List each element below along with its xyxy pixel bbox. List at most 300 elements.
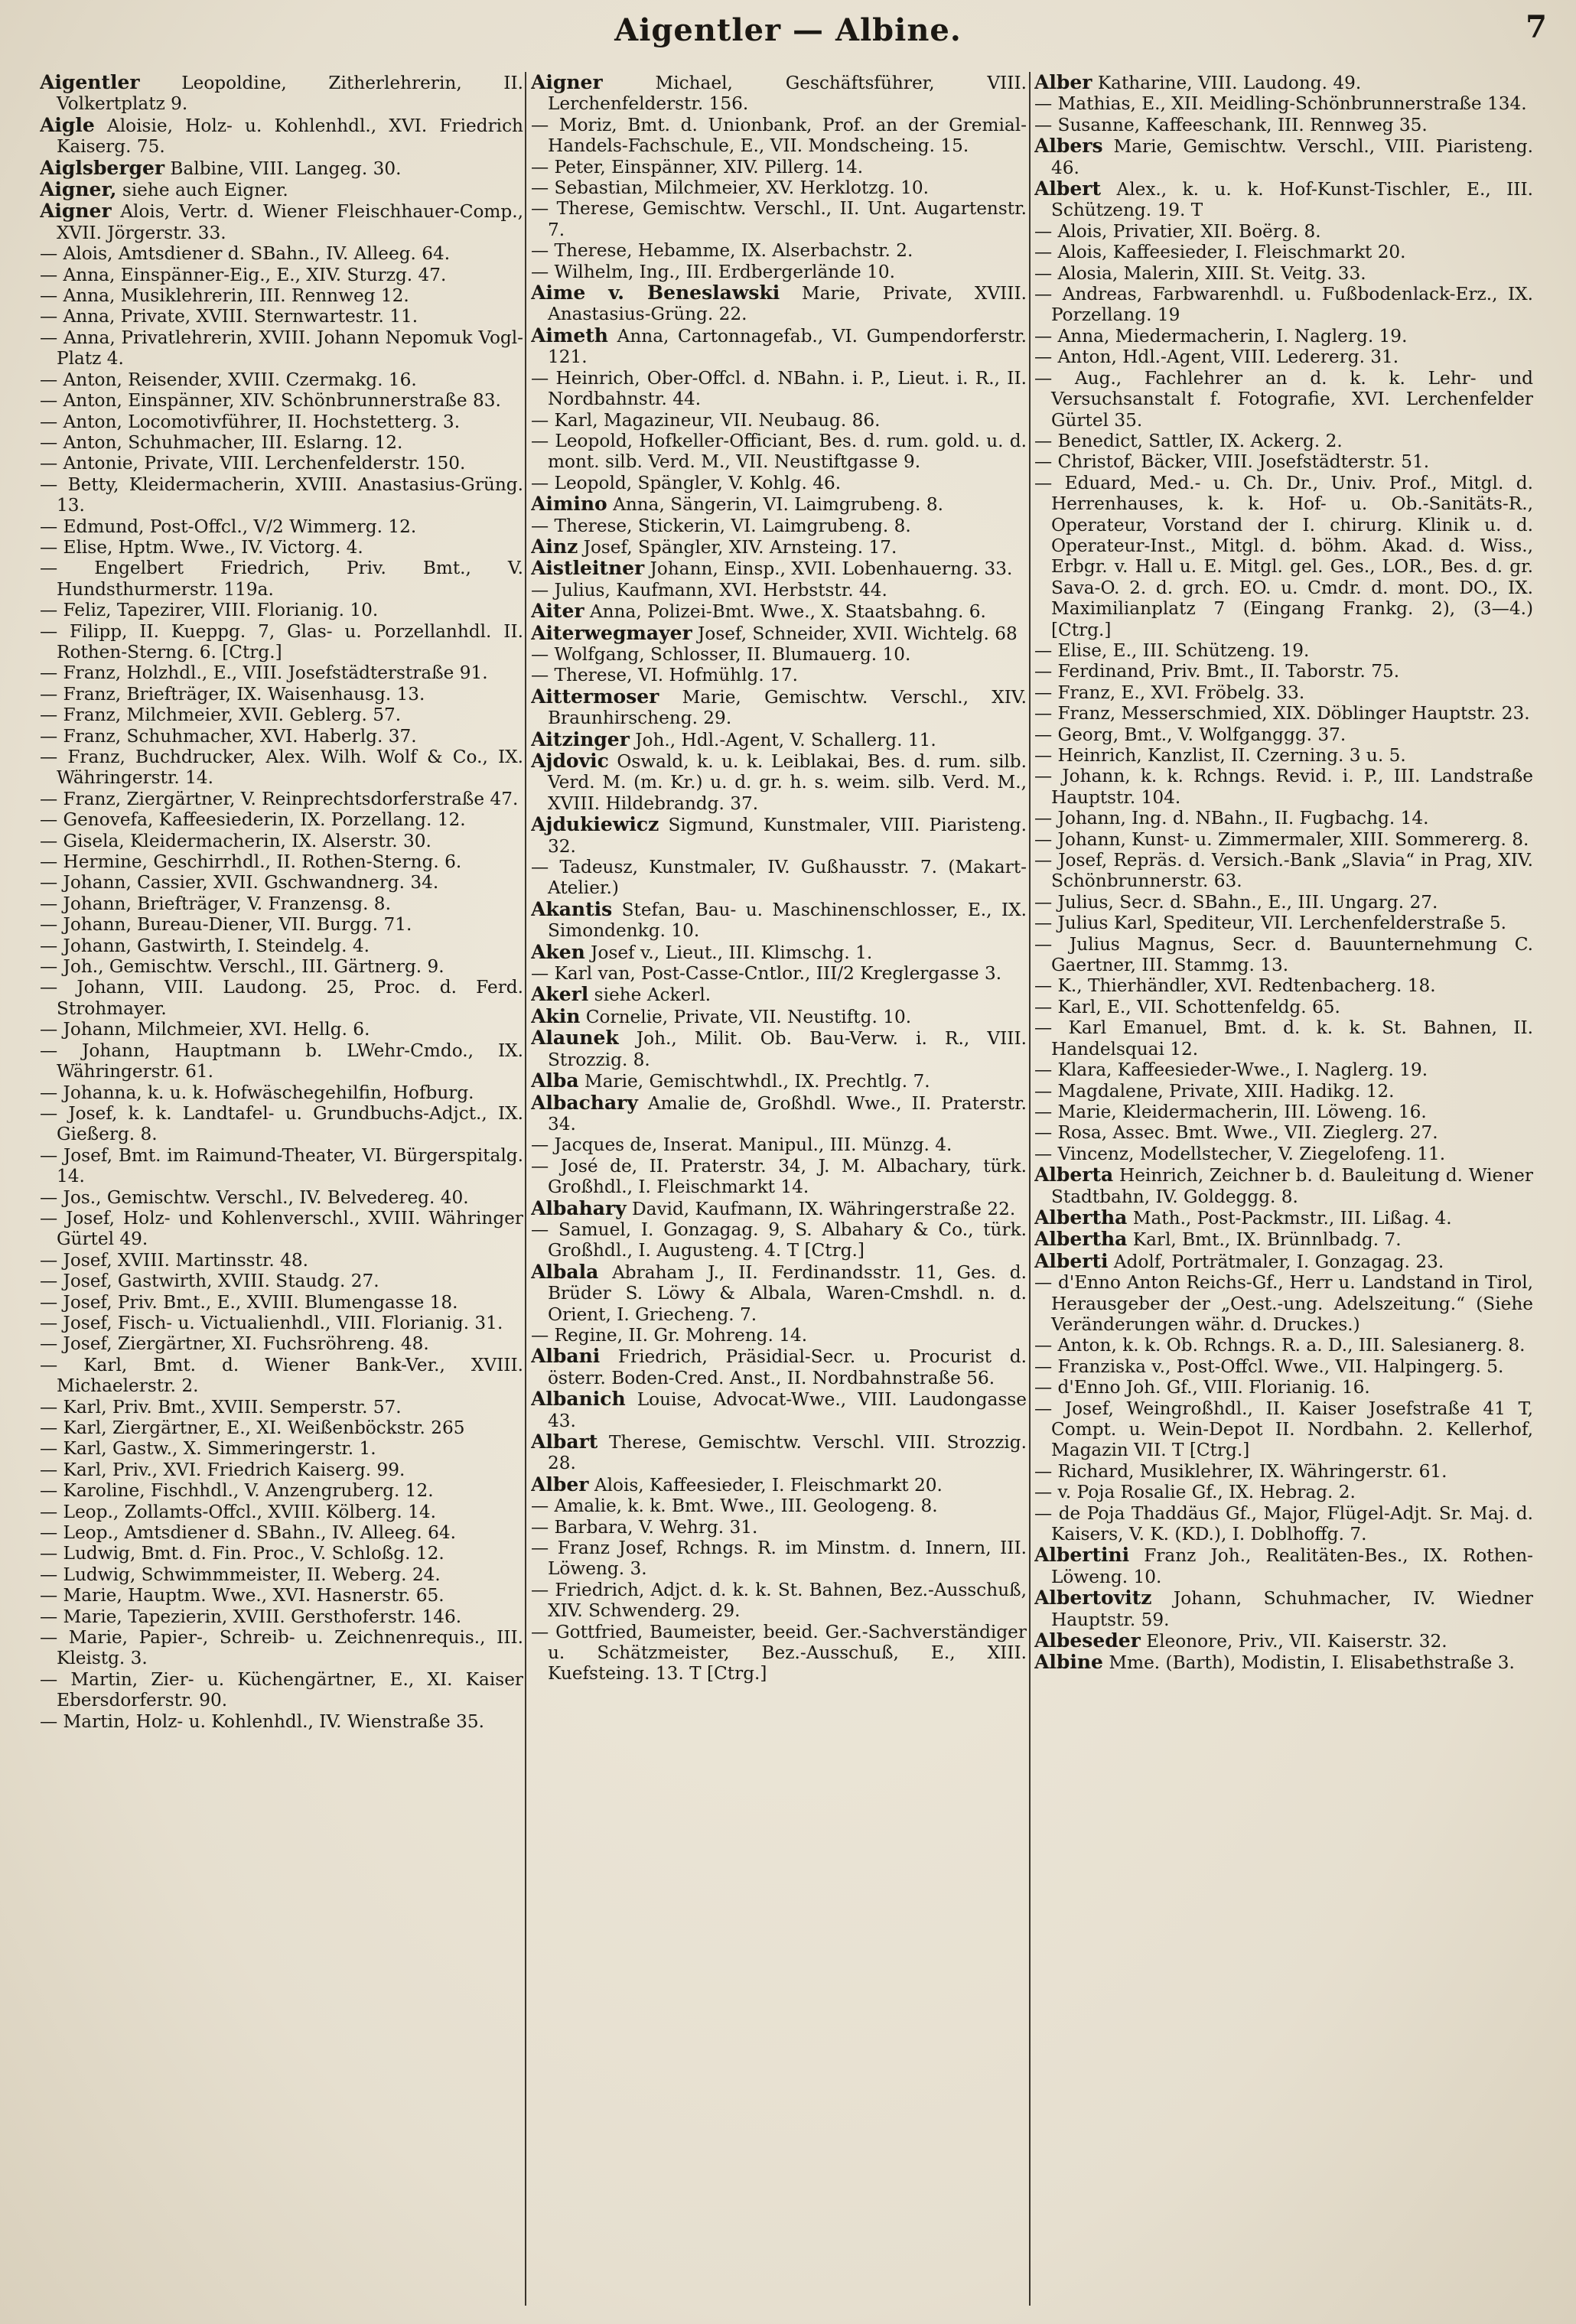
directory-entry xyxy=(40,1082,523,1103)
directory-entry xyxy=(40,1543,523,1564)
entry-text: — K., Thierhändler, XVI. Redtenbacherg. 18. xyxy=(1034,975,1436,997)
entry-text: — Ludwig, Schwimmmeister, II. Weberg. 24. xyxy=(40,1564,441,1585)
entry-text: — Josef, Priv. Bmt., E., XVIII. Blumengasse 18. xyxy=(40,1291,458,1313)
entry-text: — Josef, Bmt. im Raimund-Theater, VI. Bürgerspitalg. 14. xyxy=(40,1144,523,1187)
entry-surname: Ainz xyxy=(531,535,578,558)
directory-entry xyxy=(40,412,523,432)
entry-text: — Antonie, Private, VIII. Lerchenfelderstr. 150. xyxy=(40,453,466,474)
entry-text: Katharine, VIII. Laudong. 49. xyxy=(1092,73,1362,93)
directory-entry xyxy=(531,262,1027,282)
entry-text: Josef, Spängler, XIV. Arnsteing. 17. xyxy=(578,536,897,558)
entry-text: — Anton, Hdl.-Agent, VIII. Ledererg. 31. xyxy=(1034,347,1399,368)
entry-text: — Gisela, Kleidermacherin, IX. Alserstr. 30. xyxy=(40,830,431,851)
entry-text: — Ludwig, Bmt. d. Fin. Proc., V. Schloßg. 12. xyxy=(40,1543,444,1564)
directory-entry xyxy=(40,1606,523,1627)
entry-surname: Aigner xyxy=(40,200,112,223)
column-1 xyxy=(40,72,523,2306)
entry-text: — Aug., Fachlehrer an d. k. k. Lehr- und Versuchsanstalt f. Fotografie, XVI. Lerchenfelder Gürtel 35. xyxy=(1034,367,1533,431)
directory-entry xyxy=(1034,1229,1533,1250)
entry-surname: Albahary xyxy=(531,1196,627,1219)
directory-entry xyxy=(531,1156,1027,1198)
entry-text: — Therese, Hebamme, IX. Alserbachstr. 2. xyxy=(531,240,913,262)
entry-surname: Albachary xyxy=(531,1091,638,1114)
entry-text: — Benedict, Sattler, IX. Ackerg. 2. xyxy=(1034,430,1343,451)
directory-entry xyxy=(40,390,523,411)
entry-text: — Johann, Briefträger, V. Franzensg. 8. xyxy=(40,893,391,914)
entry-text: Math., Post-Packmstr., III. Lißag. 4. xyxy=(1127,1207,1452,1229)
entry-text: — José de, II. Praterstr. 34, J. M. Albachary, türk. Großhdl., I. Fleischmarkt 14. xyxy=(531,1155,1027,1198)
directory-entry xyxy=(40,1585,523,1606)
directory-entry xyxy=(1034,1356,1533,1377)
entry-text: — Amalie, k. k. Bmt. Wwe., III. Geologeng. 8. xyxy=(531,1496,938,1517)
directory-entry xyxy=(40,1502,523,1522)
entry-text: — Therese, VI. Hofmühlg. 17. xyxy=(531,665,798,686)
entry-text: — Therese, Gemischtw. Verschl., II. Unt. Augartenstr. 7. xyxy=(531,198,1027,240)
directory-entry xyxy=(1034,975,1533,996)
directory-entry xyxy=(40,1187,523,1208)
entry-text: Adolf, Porträtmaler, I. Gonzagag. 23. xyxy=(1108,1251,1444,1272)
entry-surname: Alberta xyxy=(1034,1164,1114,1186)
directory-entry xyxy=(40,516,523,537)
directory-entry xyxy=(40,914,523,935)
directory-entry xyxy=(40,432,523,453)
entry-surname: Aiterwegmayer xyxy=(531,621,692,644)
directory-entry xyxy=(40,265,523,285)
entry-text: — Alois, Kaffeesieder, I. Fleischmarkt 20. xyxy=(1034,242,1406,263)
directory-entry xyxy=(531,1580,1027,1622)
directory-entry xyxy=(1034,263,1533,284)
directory-entry xyxy=(531,1070,1027,1092)
directory-entry xyxy=(531,1261,1027,1325)
entry-surname: Aimeth xyxy=(531,324,608,347)
directory-entry xyxy=(1034,808,1533,828)
directory-entry xyxy=(1034,1207,1533,1229)
entry-text: Mme. (Barth), Modistin, I. Elisabethstraße 3. xyxy=(1102,1652,1515,1674)
entry-text: — Anna, Miedermacherin, I. Naglerg. 19. xyxy=(1034,325,1408,347)
entry-text: — Anton, Schuhmacher, III. Eslarng. 12. xyxy=(40,431,403,453)
entry-text: — Josef, XVIII. Martinsstr. 48. xyxy=(40,1249,308,1271)
entry-text: Marie, Gemischtw. Verschl., XIV. Braunhirscheng. 29. xyxy=(548,686,1027,729)
directory-entry xyxy=(1034,1144,1533,1164)
entry-text: — Jacques de, Inserat. Manipul., III. Münzg. 4. xyxy=(531,1134,952,1156)
directory-entry xyxy=(531,72,1027,115)
entry-text: — Anna, Private, XVIII. Sternwartestr. 11. xyxy=(40,306,418,327)
directory-entry xyxy=(531,240,1027,261)
entry-text: Johann, Einsp., XVII. Lobenhauerng. 33. xyxy=(644,558,1013,580)
entry-text: — Richard, Musiklehrer, IX. Währingerstr. 61. xyxy=(1034,1460,1447,1482)
entry-text: — de Poja Thaddäus Gf., Major, Flügel-Adjt. Sr. Maj. d. Kaisers, V. K. (KD.), I. Doblhoffg. 7. xyxy=(1034,1502,1533,1545)
directory-entry xyxy=(40,1438,523,1459)
directory-entry xyxy=(531,580,1027,601)
entry-surname: Albeseder xyxy=(1034,1629,1141,1652)
directory-entry xyxy=(531,1325,1027,1346)
column-3 xyxy=(1034,72,1533,2306)
directory-entry xyxy=(1034,703,1533,724)
entry-text: Sigmund, Kunstmaler, VIII. Piaristeng. 32. xyxy=(548,815,1027,857)
directory-entry xyxy=(1034,284,1533,326)
directory-entry xyxy=(1034,640,1533,661)
directory-entry xyxy=(531,1538,1027,1580)
directory-entry xyxy=(40,1103,523,1145)
entry-surname: Albertini xyxy=(1034,1544,1130,1567)
directory-entry xyxy=(531,1496,1027,1516)
directory-entry xyxy=(40,179,523,200)
directory-entry xyxy=(40,789,523,809)
entry-text: — Julius Magnus, Secr. d. Bauunternehmung C. Gaertner, III. Stammg. 13. xyxy=(1034,933,1533,976)
directory-entry xyxy=(40,1460,523,1480)
directory-entry xyxy=(1034,829,1533,850)
entry-text: — d'Enno Anton Reichs-Gf., Herr u. Landstand in Tirol, Herausgeber der „Oest.-ung. Adelszeitung.“ (Siehe Veränderungen währ. d. Druckes.) xyxy=(1034,1272,1533,1335)
directory-entry xyxy=(40,956,523,977)
directory-entry xyxy=(1034,1630,1533,1652)
directory-entry xyxy=(40,747,523,789)
entry-text: — Leop., Zollamts-Offcl., XVIII. Kölberg. 14. xyxy=(40,1501,437,1522)
entry-text: — Josef, Fisch- u. Victualienhdl., VIII. Florianig. 31. xyxy=(40,1312,503,1333)
entry-text: — Eduard, Med.- u. Ch. Dr., Univ. Prof., Mitgl. d. Herrenhauses, k. k. Hof- u. Ob.-Sanitäts-R., Operateur, Vorstand der I. chirurg. Klinik u. d. Operateur-Inst., Mitgl. d. böhm. Akad. d. Wiss., Erbgr. v. Hall u. E. Mitgl. gel. Ges., LOR., Bes. d. gr. Sava-O. 2. d. grch. EO. u. Cmdr. d. mont. DO., IX. Maximilianplatz 7 (Eingang Frankg. 2), (3—4.) [Ctrg.] xyxy=(1034,472,1533,640)
entry-text: — Andreas, Farbwarenhdl. u. Fußbodenlack-Erz., IX. Porzellang. 19 xyxy=(1034,284,1533,326)
entry-text: — Heinrich, Ober-Offcl. d. NBahn. i. P., Lieut. i. R., II. Nordbahnstr. 44. xyxy=(531,367,1027,410)
directory-entry xyxy=(1034,347,1533,367)
entry-surname: Albertha xyxy=(1034,1228,1128,1251)
directory-entry xyxy=(1034,93,1533,114)
directory-entry xyxy=(1034,934,1533,976)
directory-entry xyxy=(1034,1272,1533,1335)
entry-text: Heinrich, Zeichner b. d. Bauleitung d. Wiener Stadtbahn, IV. Goldeggg. 8. xyxy=(1051,1165,1533,1207)
entry-text: siehe Ackerl. xyxy=(588,985,711,1006)
directory-entry xyxy=(40,662,523,683)
directory-entry xyxy=(1034,1059,1533,1080)
directory-entry xyxy=(40,1250,523,1271)
directory-entry xyxy=(1034,326,1533,347)
directory-entry xyxy=(40,200,523,243)
entry-text: Therese, Gemischtw. Verschl. VIII. Strozzig. 28. xyxy=(548,1432,1027,1474)
entry-text: — Mathias, E., XII. Meidling-Schönbrunnerstraße 134. xyxy=(1034,93,1527,115)
entry-surname: Albine xyxy=(1034,1651,1103,1674)
entry-surname: Aigner, xyxy=(40,178,117,201)
entry-text: — Anton, Einspänner, XIV. Schönbrunnerstraße 83. xyxy=(40,390,501,412)
entry-text: — Martin, Holz- u. Kohlenhdl., IV. Wienstraße 35. xyxy=(40,1710,484,1732)
entry-text: — Johann, Hauptmann b. LWehr-Cmdo., IX. Währingerstr. 61. xyxy=(40,1040,523,1082)
directory-entry xyxy=(1034,242,1533,262)
entry-text: — Johanna, k. u. k. Hofwäschegehilfin, Hofburg. xyxy=(40,1082,474,1103)
directory-entry xyxy=(40,453,523,474)
entry-text: — Elise, Hptm. Wwe., IV. Victorg. 4. xyxy=(40,536,363,558)
entry-text: — Alois, Amtsdiener d. SBahn., IV. Alleeg. 64. xyxy=(40,243,451,265)
entry-text: — Vincenz, Modellstecher, V. Ziegelofeng. 11. xyxy=(1034,1143,1446,1164)
entry-surname: Albala xyxy=(531,1260,599,1283)
entry-text: — Franz, Briefträger, IX. Waisenhausg. 13. xyxy=(40,683,425,705)
entry-text: — Betty, Kleidermacherin, XVIII. Anastasius-Grüng. 13. xyxy=(40,474,523,516)
entry-text: — Elise, E., III. Schützeng. 19. xyxy=(1034,640,1310,661)
entry-text: — Karl van, Post-Casse-Cntlor., III/2 Kreglergasse 3. xyxy=(531,963,1002,985)
entry-text: — Klara, Kaffeesieder-Wwe., I. Naglerg. 19. xyxy=(1034,1059,1428,1081)
directory-entry xyxy=(40,558,523,600)
directory-entry xyxy=(40,306,523,327)
directory-entry xyxy=(40,1564,523,1585)
directory-entry xyxy=(1034,682,1533,703)
entry-text: — Franz, Messerschmied, XIX. Döblinger Hauptstr. 23. xyxy=(1034,703,1530,724)
entry-text: — Franz, E., XVI. Fröbelg. 33. xyxy=(1034,682,1305,703)
entry-text: Alois, Vertr. d. Wiener Fleischhauer-Comp., XVII. Jörgerstr. 33. xyxy=(57,201,523,243)
directory-entry xyxy=(531,623,1027,644)
directory-entry xyxy=(40,474,523,516)
entry-text: — Anna, Musiklehrerin, III. Rennweg 12. xyxy=(40,285,409,307)
directory-entry xyxy=(40,1313,523,1333)
directory-entry xyxy=(531,857,1027,899)
entry-text: — Anna, Privatlehrerin, XVIII. Johann Nepomuk Vogl-Platz 4. xyxy=(40,327,523,369)
entry-surname: Albani xyxy=(531,1345,601,1368)
entry-text: — Joh., Gemischtw. Verschl., III. Gärtnerg. 9. xyxy=(40,956,444,978)
entry-text: — Ferdinand, Priv. Bmt., II. Taborstr. 75. xyxy=(1034,661,1400,682)
entry-surname: Albart xyxy=(531,1431,598,1453)
directory-entry xyxy=(1034,178,1533,221)
directory-entry xyxy=(40,1019,523,1040)
entry-surname: Aime v. Beneslawski xyxy=(531,282,780,304)
entry-text: — Edmund, Post-Offcl., V/2 Wimmerg. 12. xyxy=(40,516,417,537)
entry-text: — Franz, Schuhmacher, XVI. Haberlg. 37. xyxy=(40,725,417,747)
entry-surname: Ajdovic xyxy=(531,750,609,772)
directory-entry xyxy=(1034,115,1533,135)
entry-text: Michael, Geschäftsführer, VIII. Lerchenfelderstr. 156. xyxy=(548,73,1027,115)
entry-surname: Albanich xyxy=(531,1388,626,1411)
entry-text: — Karl, Magazineur, VII. Neubaug. 86. xyxy=(531,409,881,431)
column-divider xyxy=(1029,72,1031,2306)
directory-entry xyxy=(40,72,523,115)
entry-text: Marie, Private, XVIII. Anastasius-Grüng. 22. xyxy=(548,283,1027,325)
directory-entry xyxy=(531,1092,1027,1135)
directory-entry xyxy=(531,1134,1027,1155)
directory-entry xyxy=(40,831,523,851)
directory-entry xyxy=(40,1669,523,1711)
directory-entry xyxy=(40,684,523,705)
entry-text: — Genovefa, Kaffeesiederin, IX. Porzellang. 12. xyxy=(40,809,466,831)
entry-surname: Albertovitz xyxy=(1034,1587,1152,1610)
entry-text: Franz Joh., Realitäten-Bes., IX. Rothen-Löweng. 10. xyxy=(1051,1545,1533,1587)
entry-text: — Barbara, V. Wehrg. 31. xyxy=(531,1516,758,1538)
entry-text: Aloisie, Holz- u. Kohlenhdl., XVI. Friedrich Kaiserg. 75. xyxy=(57,115,523,158)
directory-entry xyxy=(531,1006,1027,1027)
entry-text: Eleonore, Priv., VII. Kaiserstr. 32. xyxy=(1140,1631,1447,1652)
entry-text: — Wolfgang, Schlosser, II. Blumauerg. 10. xyxy=(531,643,911,665)
directory-entry xyxy=(40,285,523,306)
directory-entry xyxy=(1034,1081,1533,1102)
directory-entry xyxy=(1034,431,1533,451)
directory-entry xyxy=(40,1355,523,1397)
entry-text: — Karoline, Fischhdl., V. Anzengruberg. 12. xyxy=(40,1480,434,1502)
entry-surname: Albers xyxy=(1034,135,1103,158)
directory-entry xyxy=(531,198,1027,240)
directory-entry xyxy=(531,1517,1027,1538)
entry-text: Anna, Cartonnagefab., VI. Gumpendorferstr. 121. xyxy=(548,325,1027,368)
directory-entry xyxy=(1034,1587,1533,1630)
entry-text: — Josef, Ziergärtner, XI. Fuchsröhreng. 48. xyxy=(40,1333,429,1355)
directory-entry xyxy=(531,516,1027,536)
directory-entry xyxy=(531,899,1027,942)
entry-surname: Aigner xyxy=(531,72,603,93)
entry-text: — Marie, Tapezierin, XVIII. Gersthoferstr. 146. xyxy=(40,1606,462,1627)
directory-entry xyxy=(40,1418,523,1438)
directory-entry xyxy=(531,493,1027,515)
directory-entry xyxy=(531,1346,1027,1388)
directory-entry xyxy=(531,686,1027,729)
entry-surname: Aiglsberger xyxy=(40,156,165,179)
directory-entry xyxy=(1034,1652,1533,1673)
directory-entry xyxy=(40,936,523,956)
entry-text: Stefan, Bau- u. Maschinenschlosser, E., IX. Simondenkg. 10. xyxy=(548,899,1027,942)
entry-text: Josef, Schneider, XVII. Wichtelg. 68 xyxy=(692,623,1018,644)
entry-text: — Filipp, II. Kueppg. 7, Glas- u. Porzellanhdl. II. Rothen-Sterng. 6. [Ctrg.] xyxy=(40,620,523,662)
directory-entry xyxy=(40,977,523,1019)
directory-entry xyxy=(531,282,1027,325)
directory-entry xyxy=(40,158,523,179)
entry-text: — d'Enno Joh. Gf., VIII. Florianig. 16. xyxy=(1034,1377,1370,1398)
entry-surname: Alber xyxy=(1034,72,1092,93)
entry-text: — Karl, Bmt. d. Wiener Bank-Ver., XVIII. Michaelerstr. 2. xyxy=(40,1354,523,1397)
directory-entry xyxy=(40,872,523,893)
entry-surname: Akerl xyxy=(531,983,589,1006)
directory-entry xyxy=(40,621,523,663)
entry-surname: Aistleitner xyxy=(531,557,645,580)
directory-entry xyxy=(531,115,1027,157)
directory-entry xyxy=(1034,913,1533,933)
entry-text: Anna, Sängerin, VI. Laimgrubeng. 8. xyxy=(607,494,943,516)
entry-text: Anna, Polizei-Bmt. Wwe., X. Staatsbahng. 6. xyxy=(584,601,986,623)
directory-entry xyxy=(1034,1251,1533,1272)
entry-text: — Leop., Amtsdiener d. SBahn., IV. Alleeg. 64. xyxy=(40,1522,457,1544)
entry-text: — Leopold, Spängler, V. Kohlg. 46. xyxy=(531,472,842,493)
entry-surname: Aigle xyxy=(40,113,95,136)
entry-text: Louise, Advocat-Wwe., VIII. Laudongasse 43. xyxy=(548,1389,1027,1431)
entry-text: — Franz, Ziergärtner, V. Reinprechtsdorferstraße 47. xyxy=(40,788,519,809)
entry-text: — Franz, Milchmeier, XVII. Geblerg. 57. xyxy=(40,705,402,726)
directory-entry xyxy=(531,368,1027,410)
entry-text: — Johann, k. k. Rchngs. Revid. i. P., III. Landstraße Hauptstr. 104. xyxy=(1034,766,1533,808)
page-title: Aigentler — Albine. xyxy=(614,12,962,48)
directory-entry xyxy=(531,157,1027,177)
directory-entry xyxy=(40,1627,523,1669)
entry-surname: Aiter xyxy=(531,600,584,623)
entry-text: — Georg, Bmt., V. Wolfganggg. 37. xyxy=(1034,724,1346,745)
directory-entry xyxy=(531,1027,1027,1070)
running-head xyxy=(0,8,1576,49)
entry-text: — Josef, Holz- und Kohlenverschl., XVIII. Währinger Gürtel 49. xyxy=(40,1207,523,1250)
entry-surname: Aittermoser xyxy=(531,685,659,708)
directory-entry xyxy=(531,963,1027,984)
directory-entry xyxy=(531,1474,1027,1496)
directory-entry xyxy=(531,177,1027,198)
entry-surname: Aigentler xyxy=(40,72,140,93)
entry-surname: Albertha xyxy=(1034,1206,1128,1229)
entry-text: Balbine, VIII. Langeg. 30. xyxy=(164,158,402,179)
directory-entry xyxy=(40,327,523,369)
entry-text: Karl, Bmt., IX. Brünnlbadg. 7. xyxy=(1127,1229,1402,1251)
entry-text: — Johann, Ing. d. NBahn., II. Fugbachg. 14. xyxy=(1034,808,1429,829)
entry-text: — Alois, Privatier, XII. Boërg. 8. xyxy=(1034,220,1321,242)
entry-text: — Therese, Stickerin, VI. Laimgrubeng. 8. xyxy=(531,515,911,536)
entry-text: — Josef, Weingroßhdl., II. Kaiser Josefstraße 41 T, Compt. u. Wein-Depot II. Nordbahn. 2. Kellerhof, Magazin VII. T [Ctrg.] xyxy=(1034,1398,1533,1461)
entry-text: — Karl, E., VII. Schottenfeldg. 65. xyxy=(1034,996,1340,1017)
entry-text: — Engelbert Friedrich, Priv. Bmt., V. Hundsthurmerstr. 119a. xyxy=(40,558,523,600)
entry-text: — Friedrich, Adjct. d. k. k. St. Bahnen, Bez.-Ausschuß, XIV. Schwenderg. 29. xyxy=(531,1579,1027,1622)
directory-entry xyxy=(40,1397,523,1418)
directory-entry xyxy=(1034,1377,1533,1398)
directory-entry xyxy=(40,851,523,872)
directory-entry xyxy=(531,410,1027,431)
directory-entry xyxy=(1034,1461,1533,1482)
directory-entry xyxy=(531,665,1027,685)
entry-text: — Anton, Locomotivführer, II. Hochstetterg. 3. xyxy=(40,411,461,432)
entry-text: Marie, Gemischtw. Verschl., VIII. Piaristeng. 46. xyxy=(1051,136,1533,178)
directory-entry xyxy=(531,1219,1027,1261)
entry-text: — Franziska v., Post-Offcl. Wwe., VII. Halpingerg. 5. xyxy=(1034,1356,1504,1377)
entry-text: — Johann, Cassier, XVII. Gschwandnerg. 34. xyxy=(40,872,439,893)
entry-text: — Sebastian, Milchmeier, XV. Herklotzg. 10. xyxy=(531,177,929,199)
entry-text: — Franz, Buchdrucker, Alex. Wilh. Wolf & Co., IX. Währingerstr. 14. xyxy=(40,747,523,789)
directory-entry xyxy=(1034,473,1533,640)
directory-entry xyxy=(1034,1164,1533,1207)
entry-text: — Tadeusz, Kunstmaler, IV. Gußhausstr. 7. (Makart-Atelier.) xyxy=(531,857,1027,899)
entry-text: — Susanne, Kaffeeschank, III. Rennweg 35. xyxy=(1034,114,1428,135)
entry-surname: Alba xyxy=(531,1069,579,1092)
directory-entry xyxy=(1034,72,1533,93)
entry-text: — Regine, II. Gr. Mohreng. 14. xyxy=(531,1324,808,1346)
entry-text: Joh., Hdl.-Agent, V. Schallerg. 11. xyxy=(629,729,936,750)
directory-entry xyxy=(531,473,1027,493)
entry-text: — Feliz, Tapezirer, VIII. Florianig. 10. xyxy=(40,600,379,621)
entry-text: — Rosa, Assec. Bmt. Wwe., VII. Zieglerg. 27. xyxy=(1034,1122,1438,1144)
directory-entry xyxy=(40,1480,523,1501)
entry-surname: Alaunek xyxy=(531,1027,619,1050)
directory-entry xyxy=(531,984,1027,1005)
directory-entry xyxy=(531,750,1027,814)
entry-surname: Ajdukiewicz xyxy=(531,813,659,836)
entry-text: — Hermine, Geschirrhdl., II. Rothen-Sterng. 6. xyxy=(40,851,462,873)
entry-text: Joh., Milit. Ob. Bau-Verw. i. R., VIII. Strozzig. 8. xyxy=(548,1028,1027,1070)
entry-text: Cornelie, Private, VII. Neustiftg. 10. xyxy=(580,1006,912,1027)
entry-text: — Julius, Secr. d. SBahn., E., III. Ungarg. 27. xyxy=(1034,891,1438,913)
directory-entry xyxy=(531,1388,1027,1431)
entry-text: Johann, Schuhmacher, IV. Wiedner Hauptstr. 59. xyxy=(1051,1588,1533,1630)
column-divider xyxy=(525,72,526,2306)
directory-entry xyxy=(1034,892,1533,913)
directory-entry xyxy=(40,1208,523,1250)
entry-text: — Johann, Kunst- u. Zimmermaler, XIII. Sommererg. 8. xyxy=(1034,828,1529,850)
directory-entry xyxy=(40,1522,523,1543)
directory-entry xyxy=(40,705,523,725)
entry-text: — Julius Karl, Spediteur, VII. Lerchenfelderstraße 5. xyxy=(1034,913,1506,934)
directory-entry xyxy=(531,1622,1027,1684)
directory-entry xyxy=(1034,1122,1533,1143)
entry-text: — Leopold, Hofkeller-Officiant, Bes. d. rum. gold. u. d. mont. silb. Verd. M., VII. Neustiftgasse 9. xyxy=(531,430,1027,473)
directory-entry xyxy=(1034,1102,1533,1122)
entry-text: — Johann, VIII. Laudong. 25, Proc. d. Ferd. Strohmayer. xyxy=(40,977,523,1019)
entry-surname: Akin xyxy=(531,1004,581,1027)
column-2 xyxy=(531,72,1027,2306)
entry-text: Alois, Kaffeesieder, I. Fleischmarkt 20. xyxy=(588,1474,943,1496)
directory-entry xyxy=(1034,745,1533,766)
entry-text: — Alosia, Malerin, XIII. St. Veitg. 33. xyxy=(1034,262,1366,284)
directory-entry xyxy=(1034,1335,1533,1356)
entry-text: Oswald, k. u. k. Leiblakai, Bes. d. rum. silb. Verd. M. (m. Kr.) u. d. gr. h. s. weim. silb. Verd. M., XVIII. Hildebrandg. 37. xyxy=(548,751,1027,814)
directory-entry xyxy=(40,893,523,914)
directory-entry xyxy=(40,726,523,747)
entry-surname: Alberti xyxy=(1034,1249,1109,1272)
entry-text: — Anton, Reisender, XVIII. Czermakg. 16. xyxy=(40,369,417,390)
entry-text: — Karl, Gastw., X. Simmeringerstr. 1. xyxy=(40,1438,376,1460)
directory-entry xyxy=(1034,1503,1533,1545)
directory-entry xyxy=(531,814,1027,857)
directory-entry xyxy=(531,325,1027,368)
